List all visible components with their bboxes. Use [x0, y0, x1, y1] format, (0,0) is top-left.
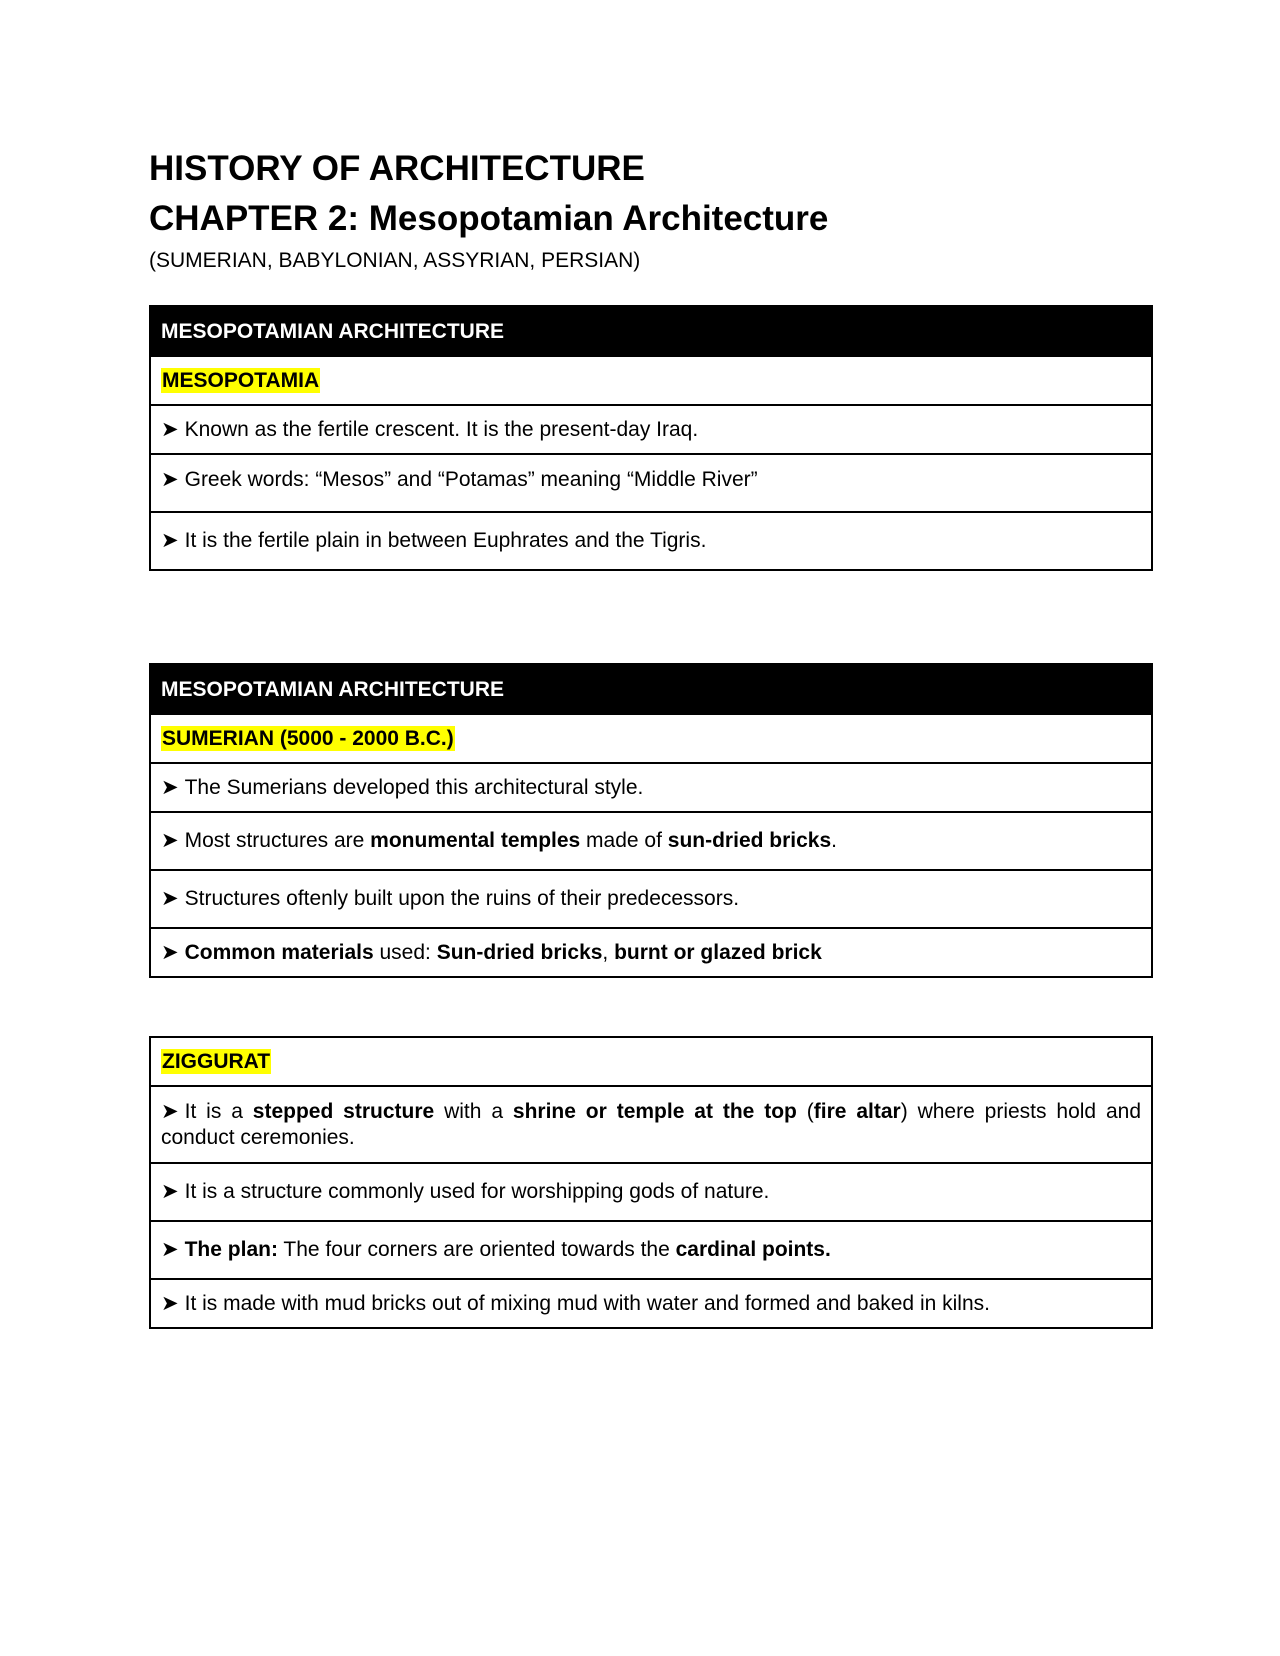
- row-text: used:: [373, 940, 437, 964]
- row-bold-text: cardinal points.: [675, 1238, 831, 1261]
- row-text: The four corners are oriented towards the: [277, 1238, 676, 1261]
- table-row: [150, 928, 1152, 977]
- section-label: ZIGGURAT: [162, 1049, 271, 1073]
- table-row: [150, 454, 1152, 512]
- row-bold-text: stepped structure: [252, 1099, 435, 1123]
- row-bold-text: sun-dried bricks: [667, 829, 832, 852]
- row-bold-text: monumental temples: [370, 829, 581, 852]
- table-row: [150, 1279, 1152, 1328]
- arrow-bullet-icon: ➤: [161, 887, 179, 910]
- table-header-row: [150, 306, 1152, 356]
- row-bold-text: Common materials: [184, 940, 374, 964]
- row-bold-text: shrine or temple at the top: [512, 1099, 797, 1123]
- table-row: [150, 763, 1152, 812]
- arrow-bullet-icon: ➤: [161, 775, 179, 799]
- arrow-bullet-icon: ➤: [161, 1099, 179, 1123]
- table-row: [150, 1221, 1152, 1279]
- row-text: It is a structure commonly used for worshipping gods of nature.: [184, 1180, 770, 1203]
- row-text: Most structures are: [184, 829, 371, 852]
- table-header: MESOPOTAMIAN ARCHITECTURE: [150, 664, 1152, 714]
- table-row: [150, 405, 1152, 454]
- table-row: [150, 512, 1152, 570]
- arrow-bullet-icon: ➤: [161, 417, 179, 441]
- arrow-bullet-icon: ➤: [161, 529, 179, 552]
- row-text: It is a: [184, 1099, 253, 1123]
- arrow-bullet-icon: ➤: [161, 940, 179, 964]
- table-row: [150, 1086, 1152, 1163]
- row-text: ) where priests hold and conduct ceremonies.: [161, 1099, 1142, 1149]
- section-label: MESOPOTAMIA: [162, 368, 320, 392]
- row-text: with a: [434, 1099, 513, 1123]
- row-bold-text: fire altar: [813, 1099, 901, 1123]
- section-row: [150, 714, 1152, 763]
- table-header: MESOPOTAMIAN ARCHITECTURE: [150, 306, 1152, 356]
- row-bold-text: Sun-dried bricks: [436, 940, 603, 964]
- arrow-bullet-icon: ➤: [161, 1238, 179, 1261]
- row-text: It is made with mud bricks out of mixing mud with water and formed and baked in kilns.: [184, 1291, 990, 1315]
- arrow-bullet-icon: ➤: [161, 1180, 179, 1203]
- row-text: .: [831, 829, 838, 852]
- row-text: It is the fertile plain in between Euphrates and the Tigris.: [184, 529, 707, 552]
- table-row: [150, 1163, 1152, 1221]
- row-text: Greek words: “Mesos” and “Potamas” meaning “Middle River”: [184, 468, 758, 491]
- chapter-subtitle: (SUMERIAN, BABYLONIAN, ASSYRIAN, PERSIAN): [149, 249, 641, 272]
- section-label: SUMERIAN (5000 - 2000 B.C.): [162, 726, 454, 750]
- row-text: Structures oftenly built upon the ruins of their predecessors.: [184, 887, 740, 910]
- mesopotamia-table: [149, 305, 1153, 571]
- ziggurat-table: [149, 1036, 1153, 1329]
- arrow-bullet-icon: ➤: [161, 829, 179, 852]
- chapter-title: CHAPTER 2: Mesopotamian Architecture: [149, 199, 829, 238]
- row-bold-text: burnt or glazed brick: [614, 940, 822, 964]
- row-text: made of: [580, 829, 668, 852]
- row-bold-text: The plan:: [184, 1238, 278, 1261]
- table-row: [150, 870, 1152, 928]
- row-text: The Sumerians developed this architectural style.: [184, 775, 644, 799]
- document-title: HISTORY OF ARCHITECTURE: [149, 149, 645, 188]
- row-text: ,: [602, 940, 615, 964]
- row-text: (: [796, 1099, 814, 1123]
- sumerian-table: [149, 663, 1153, 978]
- row-text: Known as the fertile crescent. It is the present-day Iraq.: [184, 417, 699, 441]
- section-row: [150, 1037, 1152, 1086]
- arrow-bullet-icon: ➤: [161, 1291, 179, 1315]
- table-header-row: [150, 664, 1152, 714]
- arrow-bullet-icon: ➤: [161, 468, 179, 491]
- section-row: [150, 356, 1152, 405]
- table-row: [150, 812, 1152, 870]
